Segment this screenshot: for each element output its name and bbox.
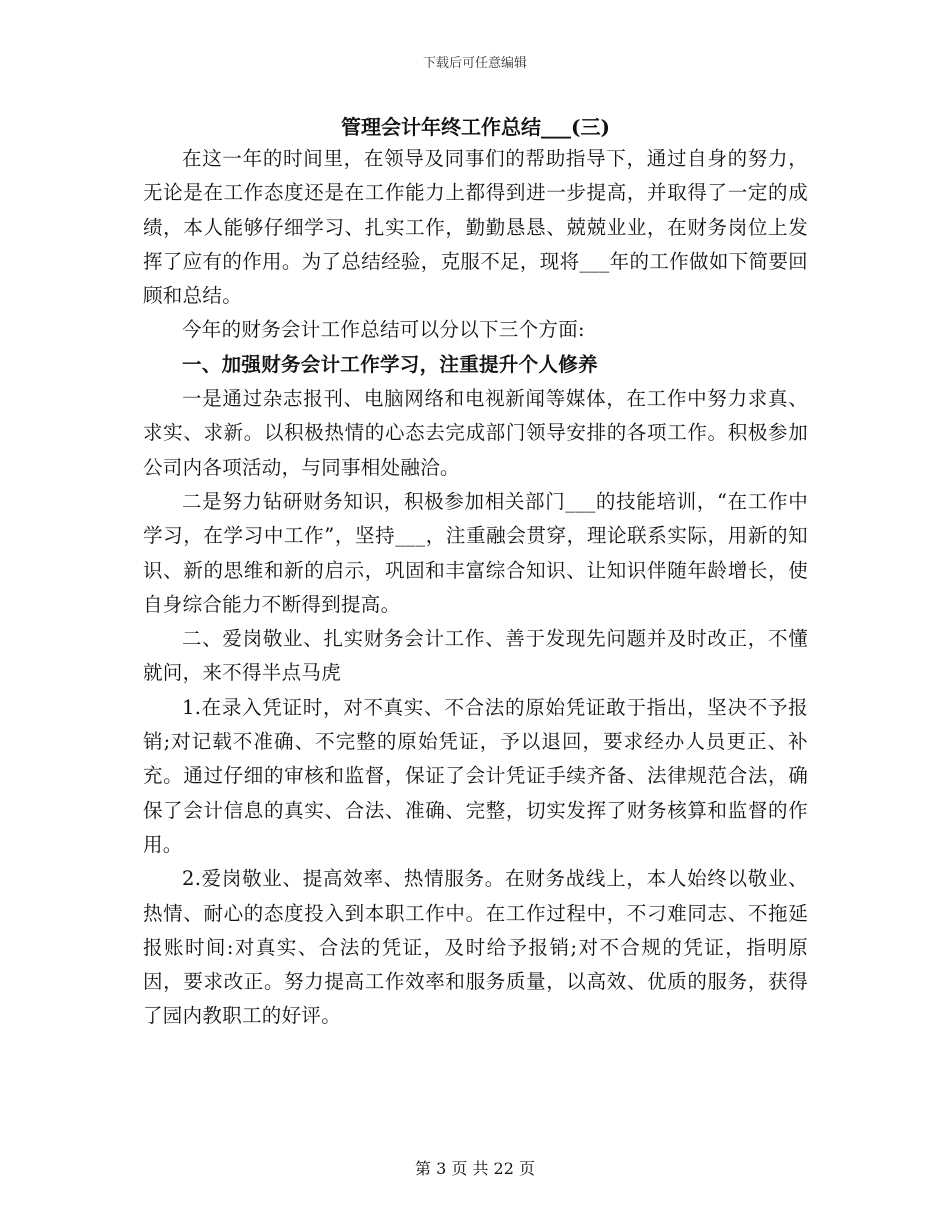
header-note: 下载后可任意编辑 (422, 56, 527, 71)
paragraph-item-1: 1.在录入凭证时，对不真实、不合法的原始凭证敢于指出，坚决不予报销;对记载不准确、不完整的原始凭证，予以退回，要求经办人员更正、补充。通过仔细的审核和监督，保证了会计凭证手续齐备、法律规范合法，确保了会计信息的真实、合法、准确、完整，切实发挥了财务核算和监督的作用。 (143, 695, 808, 856)
section-heading-2: 二、爱岗敬业、扎实财务会计工作、善于发现先问题并及时改正，不懂就问，来不得半点马虎 (143, 627, 808, 685)
paragraph-study-1: 一是通过杂志报刊、电脑网络和电视新闻等媒体，在工作中努力求真、求实、求新。以积极热情的心态去完成部门领导安排的各项工作。积极参加公司内各项活动，与同事相处融洽。 (143, 387, 808, 479)
paragraph-item-2: 2.爱岗敬业、提高效率、热情服务。在财务战线上，本人始终以敬业、热情、耐心的态度投入到本职工作中。在工作过程中，不刁难同志、不拖延报账时间:对真实、合法的凭证，及时给予报销;对不合规的凭证，指明原因，要求改正。努力提高工作效率和服务质量，以高效、优质的服务，获得了园内教职工的好评。 (143, 867, 808, 1028)
paragraph-intro: 在这一年的时间里，在领导及同事们的帮助指导下，通过自身的努力，无论是在工作态度还是在工作能力上都得到进一步提高，并取得了一定的成绩，本人能够仔细学习、扎实工作，勤勤恳恳、兢兢业业，在财务岗位上发挥了应有的作用。为了总结经验，克服不足，现将___年的工作做如下简要回顾和总结。 (143, 147, 808, 308)
document-title: 管理会计年终工作总结___(三) (341, 115, 610, 139)
page-number: 第 3 页 共 22 页 (415, 1159, 535, 1178)
section-heading-1: 一、加强财务会计工作学习，注重提升个人修养 (182, 352, 598, 376)
paragraph-overview: 今年的财务会计工作总结可以分以下三个方面: (182, 318, 585, 342)
document-body (143, 112, 808, 1034)
paragraph-study-2: 二是努力钻研财务知识，积极参加相关部门___的技能培训，“在工作中学习，在学习中工作”，坚持___，注重融会贯穿，理论联系实际，用新的知识、新的思维和新的启示，巩固和丰富综合知识、让知识伴随年龄增长，使自身综合能力不断得到提高。 (143, 489, 808, 616)
